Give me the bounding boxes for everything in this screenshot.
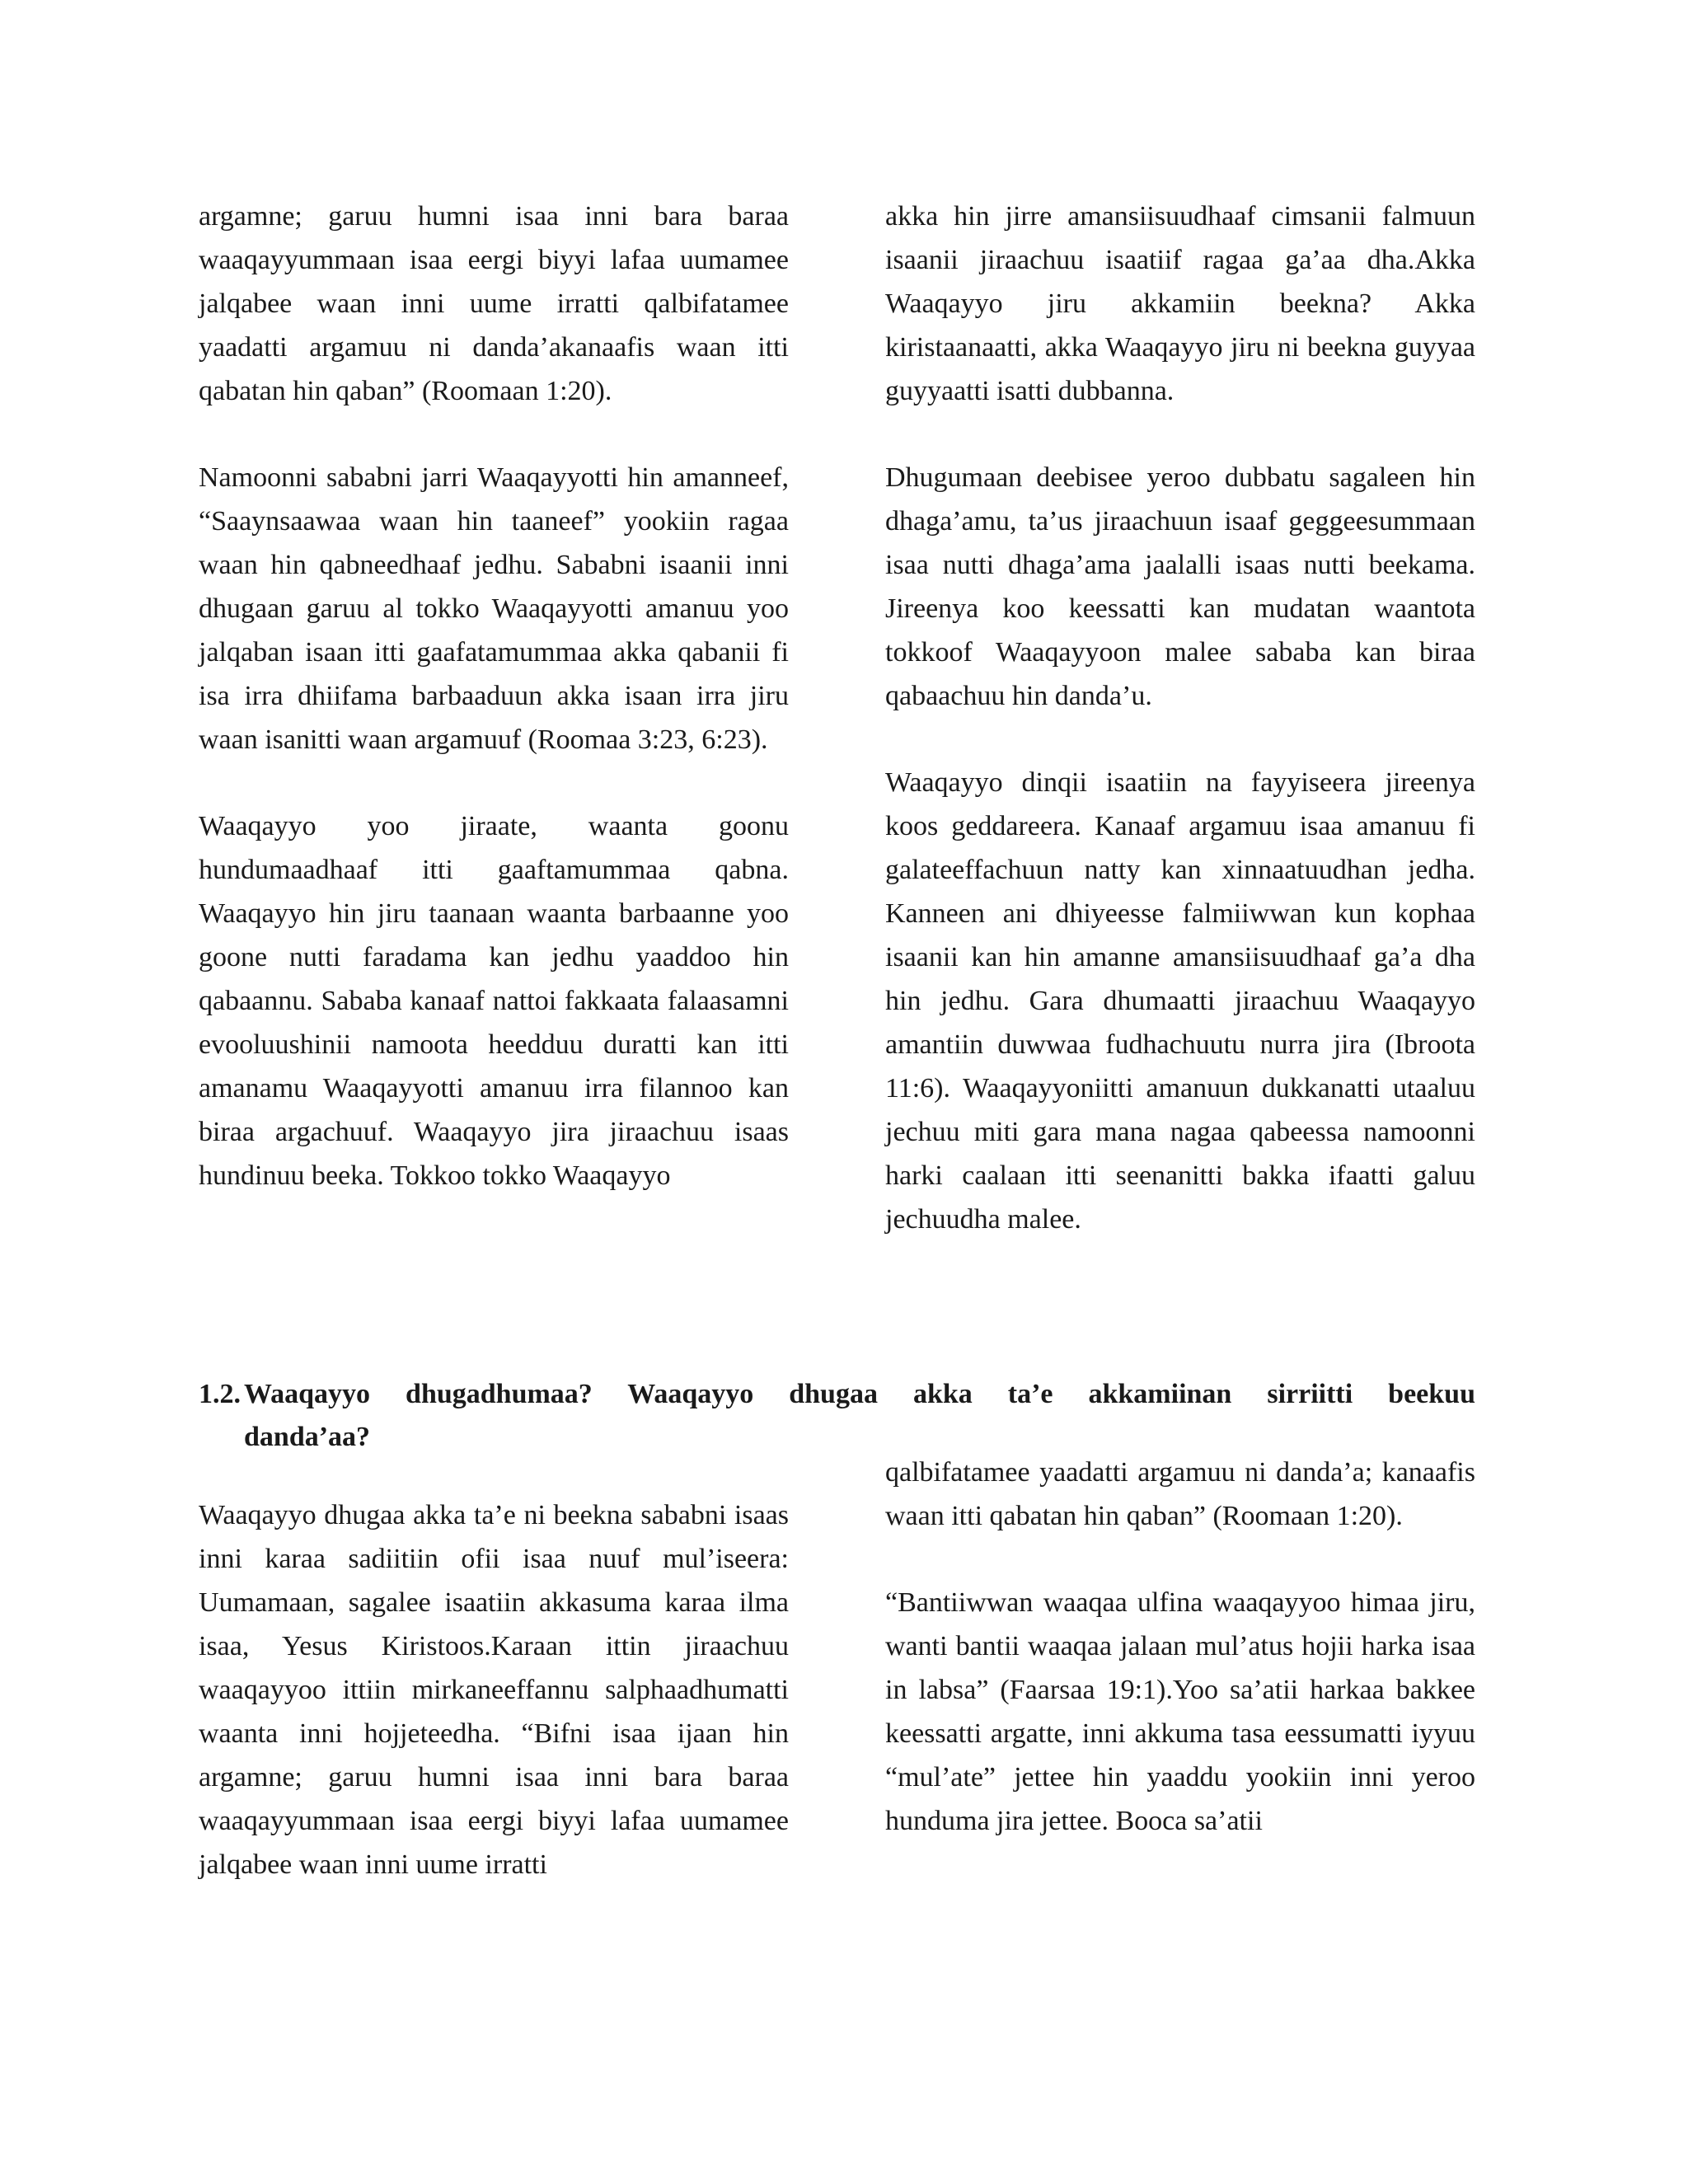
paragraph: Waaqayyo yoo jiraate, waanta goonu hundumaadhaaf itti gaaftamummaa qabna. Waaqayyo hin jiru taanaan waanta barbaanne yoo goone nutti faradama kan jedhu yaaddoo hin qabaannu. Sababa kanaaf nattoi fakkaata falaasamni evooluushinii namoota heedduu duratti kan itti amanamu Waaqayyotti amanuu irra filannoo kan biraa argachuuf. Waaqayyo jira jiraachuu isaas hundinuu beeka. Tokkoo tokko Waaqayyo (199, 811, 789, 1191)
heading-line-1 (199, 1373, 1475, 1416)
bottom-left-column (199, 1493, 789, 1886)
section-heading (199, 1373, 1475, 1459)
paragraph: Waaqayyo dinqii isaatiin na fayyiseera jireenya koos geddareera. Kanaaf argamuu isaa amanuu fi galateeffachuun natty kan xinnaatuudhan jedha. Kanneen ani dhiyeesse falmiiwwan kun kophaa isaanii kan hin amanne amansiisuudhaaf ga’a dha hin jedhu. Gara dhumaatti jiraachuu Waaqayyo amantiin duwwaa fudhachuutu nurra jira (Ibroota 11:6). Waaqayyoniitti amanuun dukkanatti utaaluu jechuu miti gara mana nagaa qabeessa namoonni harki caalaan itti seenanitti bakka ifaatti galuu jechuudha malee. (885, 767, 1475, 1235)
paragraph: argamne; garuu humni isaa inni bara baraa waaqayyummaan isaa eergi biyyi lafaa uumamee jalqabee waan inni uume irratti qalbifatamee yaadatti argamuu ni danda’akanaafis waan itti qabatan hin qaban” (Roomaan 1:20). (199, 201, 789, 406)
paragraph: Namoonni sababni jarri Waaqayyotti hin amanneef, “Saaynsaawaa waan hin taaneef” yookiin ragaa waan hin qabneedhaaf jedhu. Sababni isaanii inni dhugaan garuu al tokko Waaqayyotti amanuu yoo jalqaban isaan itti gaafatamummaa akka qabanii fi isa irra dhiifama barbaaduun akka isaan irra jiru waan isanitti waan argamuuf (Roomaa 3:23, 6:23). (199, 462, 789, 755)
top-left-column (199, 194, 789, 1197)
paragraph: akka hin jirre amansiisuudhaaf cimsanii falmuun isaanii jiraachuu isaatiif ragaa ga’aa dha.Akka Waaqayyo jiru akkamiin beekna? Akka kiristaanaatti, akka Waaqayyo jiru ni beekna guyyaa guyyaatti isatti dubbanna. (885, 201, 1475, 406)
paragraph: Dhugumaan deebisee yeroo dubbatu sagaleen hin dhaga’amu, ta’us jiraachuun isaaf geggeesummaan isaa nutti dhaga’ama jaalalli isaas nutti beekama. Jireenya koo keessatti kan mudatan waantota tokkoof Waaqayyoon malee sababa kan biraa qabaachuu hin danda’u. (885, 462, 1475, 711)
top-right-column (885, 194, 1475, 1241)
paragraph: qalbifatamee yaadatti argamuu ni danda’a; kanaafis waan itti qabatan hin qaban” (Roomaan 1:20). (885, 1457, 1475, 1531)
section-number: 1.2. (199, 1379, 241, 1409)
heading-line-2: danda’aa? (244, 1422, 371, 1452)
heading-text: Waaqayyo dhugadhumaa? Waaqayyo dhugaa akka ta’e akkamiinan sirriitti beekuu (244, 1379, 1475, 1409)
bottom-right-column (885, 1451, 1475, 1843)
paragraph: Waaqayyo dhugaa akka ta’e ni beekna sababni isaas inni karaa sadiitiin ofii isaa nuuf mul’iseera: Uumamaan, sagalee isaatiin akkasuma karaa ilma isaa, Yesus Kiristoos.Karaan ittin jiraachuu waaqayyoo ittiin mirkaneeffannu salphaadhumatti waanta inni hojjeteedha. “Bifni isaa ijaan hin argamne; garuu humni isaa inni bara baraa waaqayyummaan isaa eergi biyyi lafaa uumamee jalqabee waan inni uume irratti (199, 1500, 789, 1880)
paragraph: “Bantiiwwan waaqaa ulfina waaqayyoo himaa jiru, wanti bantii waaqaa jalaan mul’atus hojii harka isaa in labsa” (Faarsaa 19:1).Yoo sa’atii harkaa bakkee keessatti argatte, inni akkuma tasa eessumatti iyyuu “mul’ate” jettee hin yaaddu yookiin inni yeroo hunduma jira jettee. Booca sa’atii (885, 1587, 1475, 1836)
